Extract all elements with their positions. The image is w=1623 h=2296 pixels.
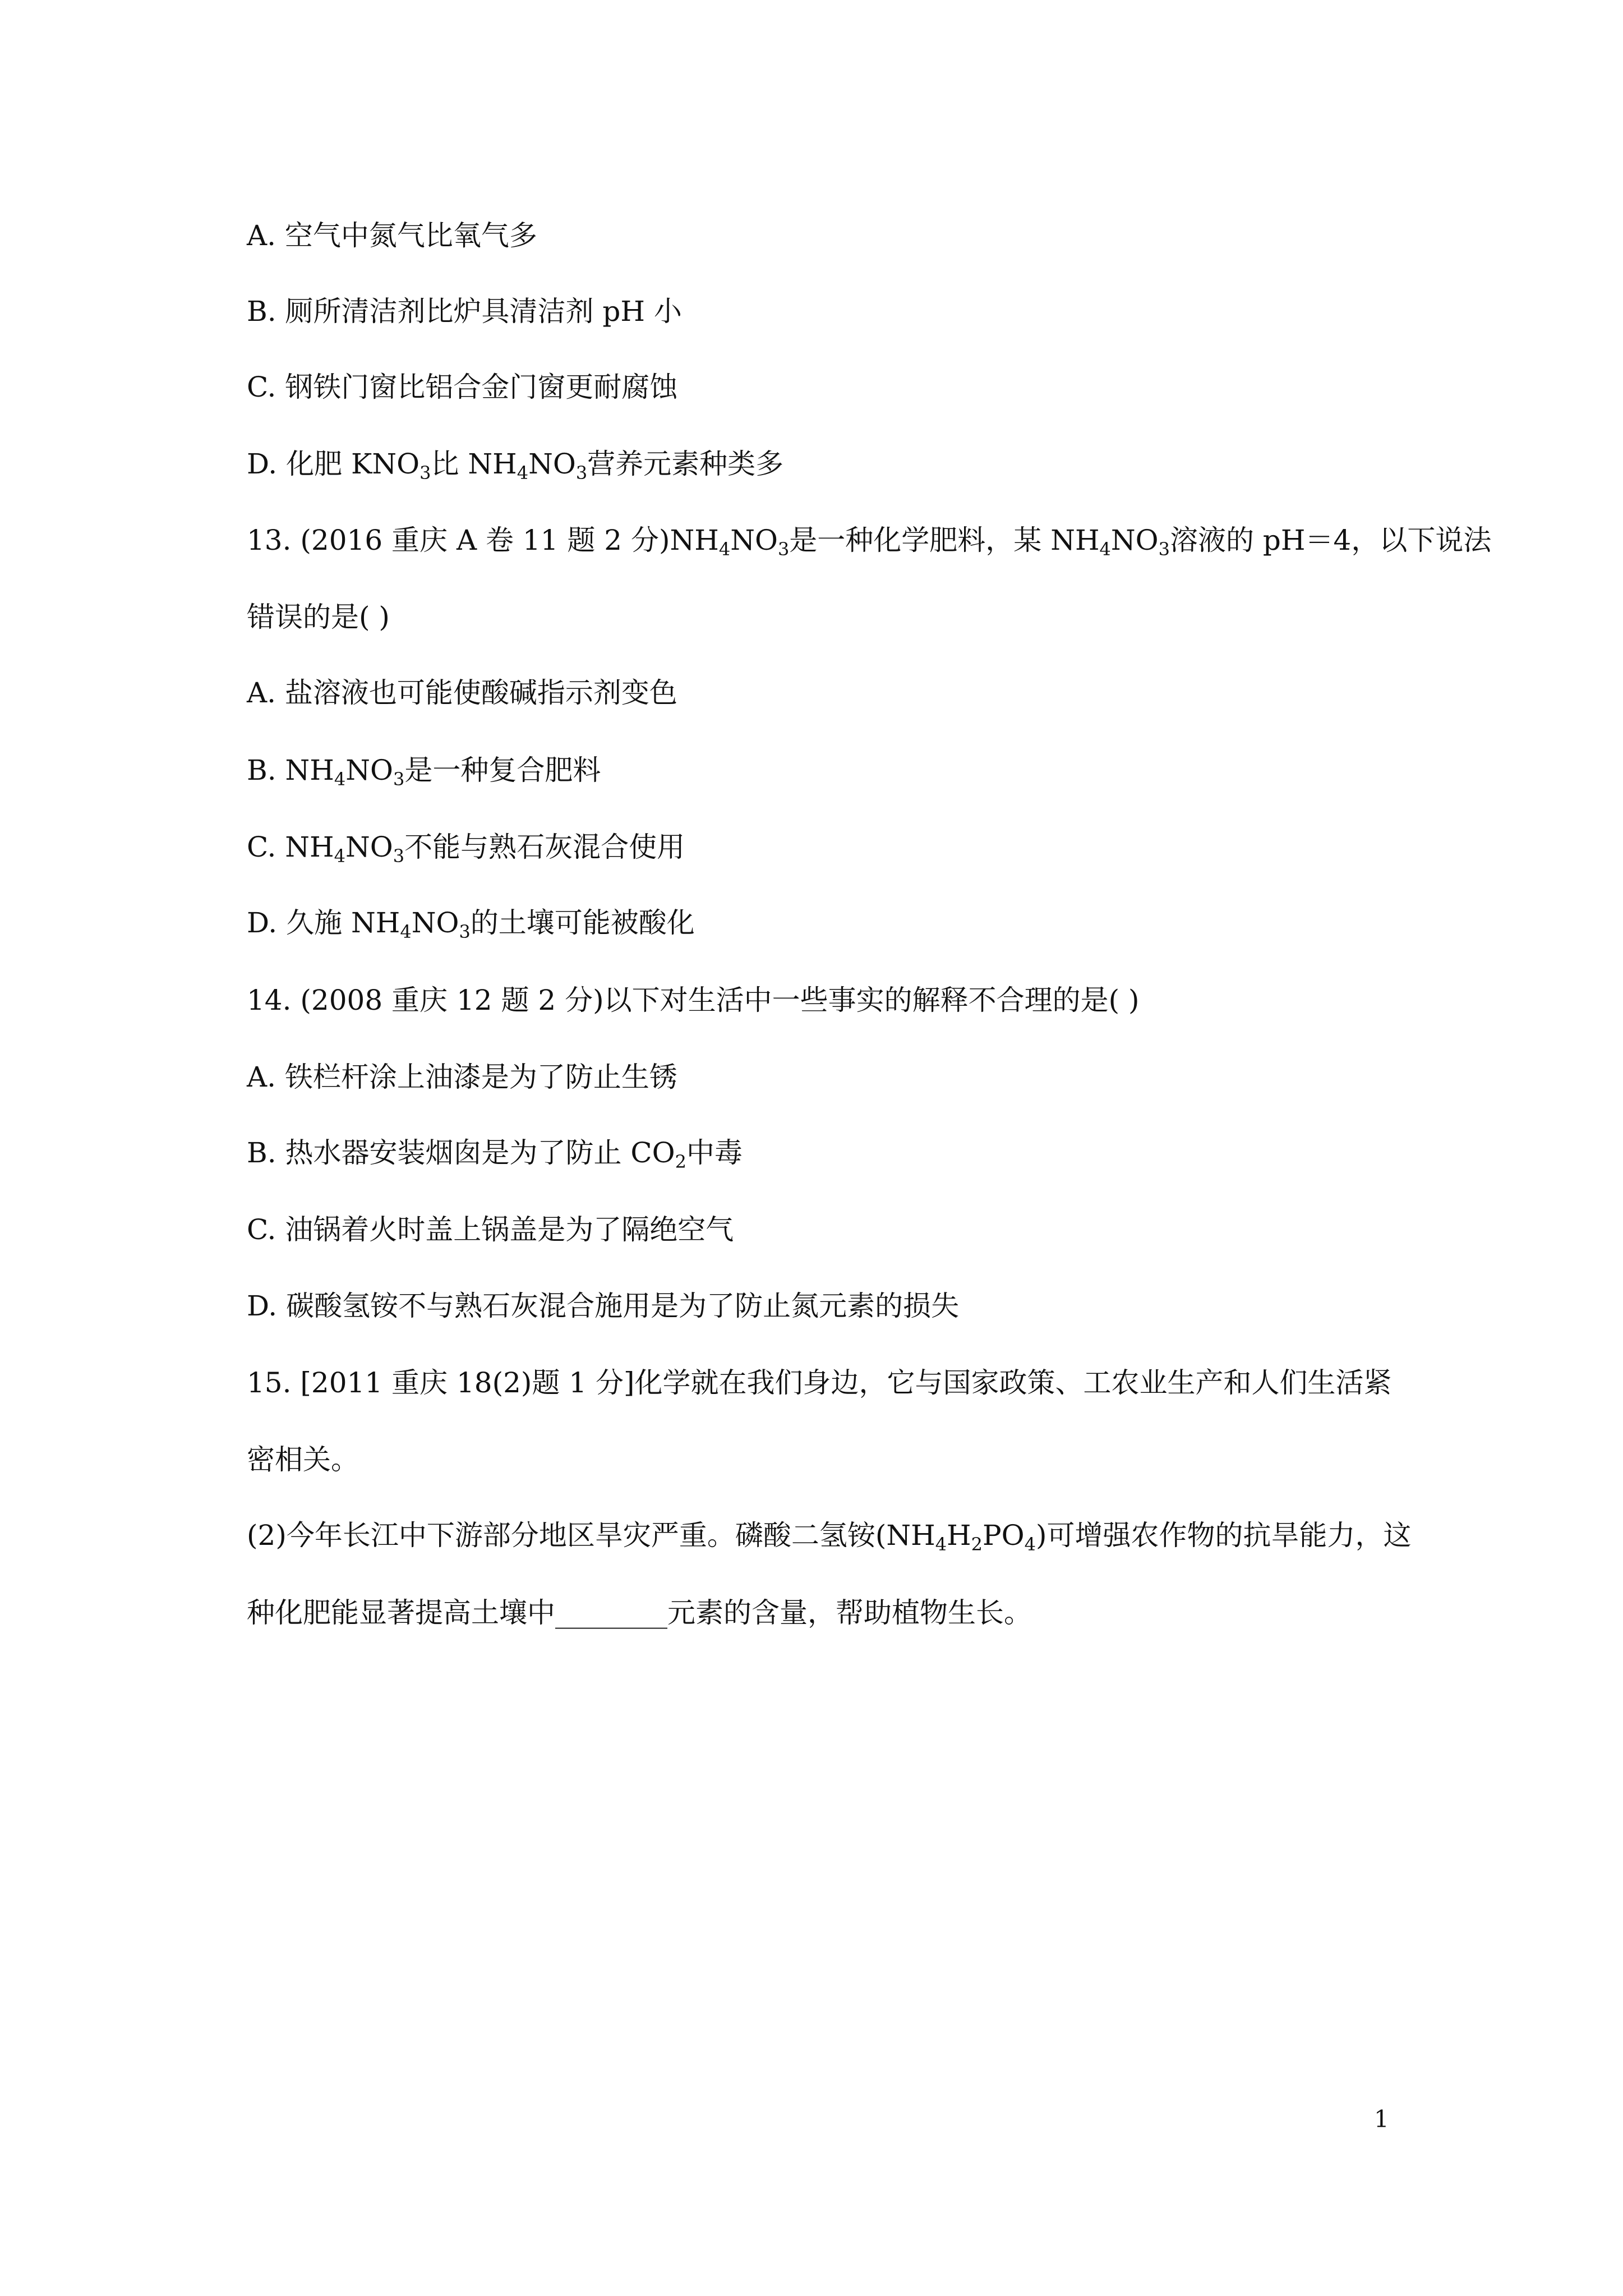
q13-option-d: D. 久施 $NH_4NO_3$的土壤可能被酸化	[247, 907, 695, 942]
q13-stem-line1: 13. (2016 重庆 A 卷 11 题 2 分)$NH_4NO_3$是一种化学肥料，某 $NH_4NO_3$溶液的 pH＝4，以下说法	[247, 524, 1492, 560]
q15-part2-line2: 种化肥能显著提高土壤中________元素的含量，帮助植物生长。	[247, 1593, 1032, 1632]
q14-stem: 14. (2008 重庆 12 题 2 分)以下对生活中一些事实的解释不合理的是( )	[247, 984, 1140, 1016]
q13-option-b: B. $NH_4NO_3$是一种复合肥料	[247, 754, 601, 790]
q12-option-a: A. 空气中氮气比氧气多	[247, 219, 537, 252]
q12-option-d: D. 化肥 $KNO_3$比 $NH_4NO_3$营养元素种类多	[247, 448, 784, 484]
q14-option-c: C. 油锅着火时盖上锅盖是为了隔绝空气	[247, 1213, 734, 1246]
q12-option-b: B. 厕所清洁剂比炉具清洁剂 pH 小	[247, 295, 682, 328]
q13-stem-line2: 错误的是( )	[247, 601, 390, 633]
q14-option-d: D. 碳酸氢铵不与熟石灰混合施用是为了防止氮元素的损失	[247, 1290, 960, 1322]
page-number: 1	[1374, 2105, 1389, 2133]
q13-option-a: A. 盐溶液也可能使酸碱指示剂变色	[247, 677, 677, 709]
q15-stem-line1: 15. [2011 重庆 18(2)题 1 分]化学就在我们身边，它与国家政策、工农业生产和人们生活紧	[247, 1366, 1392, 1399]
answer-blank[interactable]: ________	[555, 1596, 667, 1629]
q14-option-b: B. 热水器安装烟囱是为了防止 $CO_2$中毒	[247, 1137, 743, 1172]
q13-option-c: C. $NH_4NO_3$不能与熟石灰混合使用	[247, 831, 685, 867]
q15-stem-line2: 密相关。	[247, 1443, 359, 1476]
q15-part2-line1: (2)今年长江中下游部分地区旱灾严重。磷酸二氢铵$(NH_4H_2PO_4)$可增强农作物的抗旱能力，这	[247, 1519, 1412, 1555]
q12-option-c: C. 钢铁门窗比铝合金门窗更耐腐蚀	[247, 371, 678, 403]
q14-option-a: A. 铁栏杆涂上油漆是为了防止生锈	[247, 1061, 677, 1093]
